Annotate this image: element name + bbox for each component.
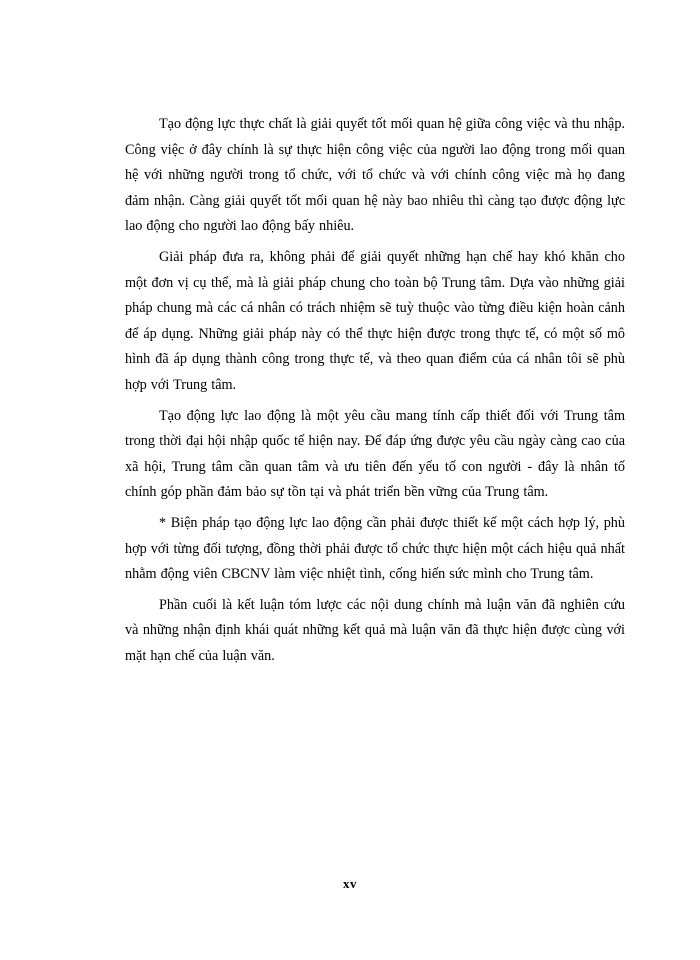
- paragraph-motivation-essence: Tạo động lực thực chất là giải quyết tốt mối quan hệ giữa công việc và thu nhập. Công việc ở đây chính là sự thực hiện công việc của người lao động trong mối quan hệ với những người trong tổ chức, với tổ chức và với chính công việc mà họ đang đảm nhận. Càng giải quyết tốt mối quan hệ này bao nhiêu thì càng tạo được động lực lao động cho người lao động bấy nhiêu.: [125, 116, 625, 235]
- page-number: xv: [343, 876, 357, 891]
- paragraph-measures-design: * Biện pháp tạo động lực lao động cần phải được thiết kế một cách hợp lý, phù hợp với từng đối tượng, đồng thời phải được tổ chức thực hiện một cách hiệu quả nhất nhằm động viên CBCNV làm việc nhiệt tình, cống hiến sức mình cho Trung tâm.: [125, 514, 625, 583]
- paragraph-general-solutions: Giải pháp đưa ra, không phải để giải quyết những hạn chế hay khó khăn cho một đơn vị cụ thể, mà là giải pháp chung cho toàn bộ Trung tâm. Dựa vào những giải pháp chung mà các cá nhân có trách nhiệm sẽ tuỳ thuộc vào từng điều kiện hoàn cảnh để áp dụng. Những giải pháp này có thể thực hiện được trong thực tế, có một số mô hình đã áp dụng thành công trong thực tế, và theo quan điểm của cá nhân tôi sẽ phù hợp với Trung tâm.: [125, 248, 625, 393]
- document-body: [125, 112, 625, 674]
- paragraph-conclusion-summary: Phần cuối là kết luận tóm lược các nội dung chính mà luận văn đã nghiên cứu và những nhận định khái quát những kết quả mà luận văn đã thực hiện được cùng với mặt hạn chế của luận văn.: [125, 596, 625, 664]
- paragraph-urgent-requirement: Tạo động lực lao động là một yêu cầu mang tính cấp thiết đối với Trung tâm trong thời đại hội nhập quốc tế hiện nay. Để đáp ứng được yêu cầu ngày càng cao của xã hội, Trung tâm cần quan tâm và ưu tiên đến yếu tố con người - đây là nhân tố chính góp phần đảm bảo sự tồn tại và phát triển bền vững của Trung tâm.: [125, 407, 625, 501]
